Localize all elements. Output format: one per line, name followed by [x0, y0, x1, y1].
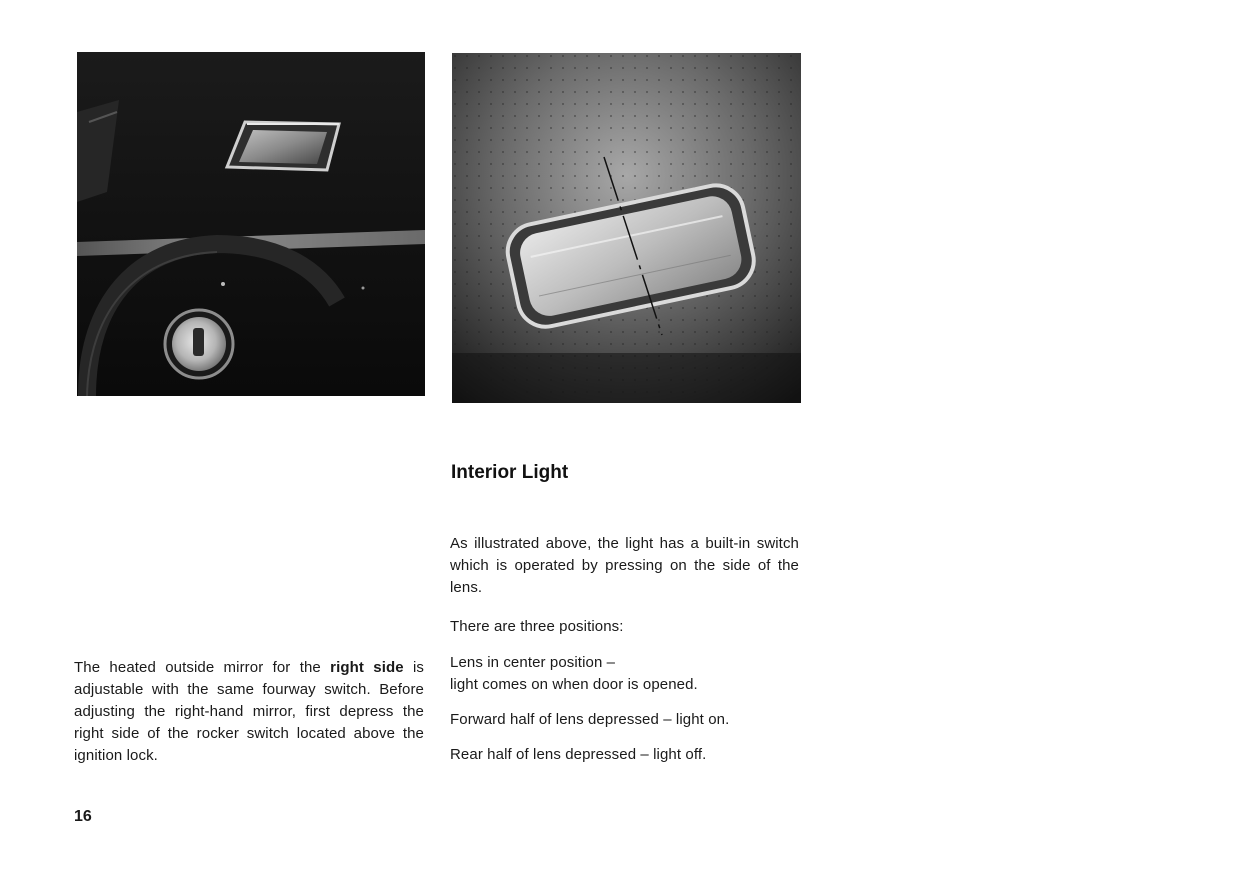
interior-light-photo [452, 53, 801, 403]
rocker-switch-illustration [77, 52, 425, 396]
positions-label: There are three positions: [450, 618, 624, 635]
position-center-line2: light comes on when door is opened. [450, 676, 698, 693]
mirror-adjustment-paragraph [74, 657, 424, 767]
interior-light-illustration [452, 53, 801, 403]
position-forward: Forward half of lens depressed – light on. [450, 711, 730, 728]
intro-paragraph: As illustrated above, the light has a built-in switch which is operated by pressing on the side of the lens. [450, 535, 799, 596]
rocker-switch-photo [77, 52, 425, 396]
mirror-text-start: The heated outside mirror for the [74, 659, 331, 676]
mirror-text-end: is adjustable with the same fourway switch. Before adjusting the right-hand mirror, first depress the right side of the rocker switch located above the ignition lock. [74, 659, 424, 764]
section-title: Interior Light [451, 462, 569, 483]
page-number: 16 [74, 808, 92, 825]
position-center [450, 652, 799, 696]
position-rear: Rear half of lens depressed – light off. [450, 746, 707, 763]
mirror-text-bold: right side [330, 659, 404, 676]
position-center-line1: Lens in center position – [450, 654, 616, 671]
interior-light-description [450, 533, 799, 766]
